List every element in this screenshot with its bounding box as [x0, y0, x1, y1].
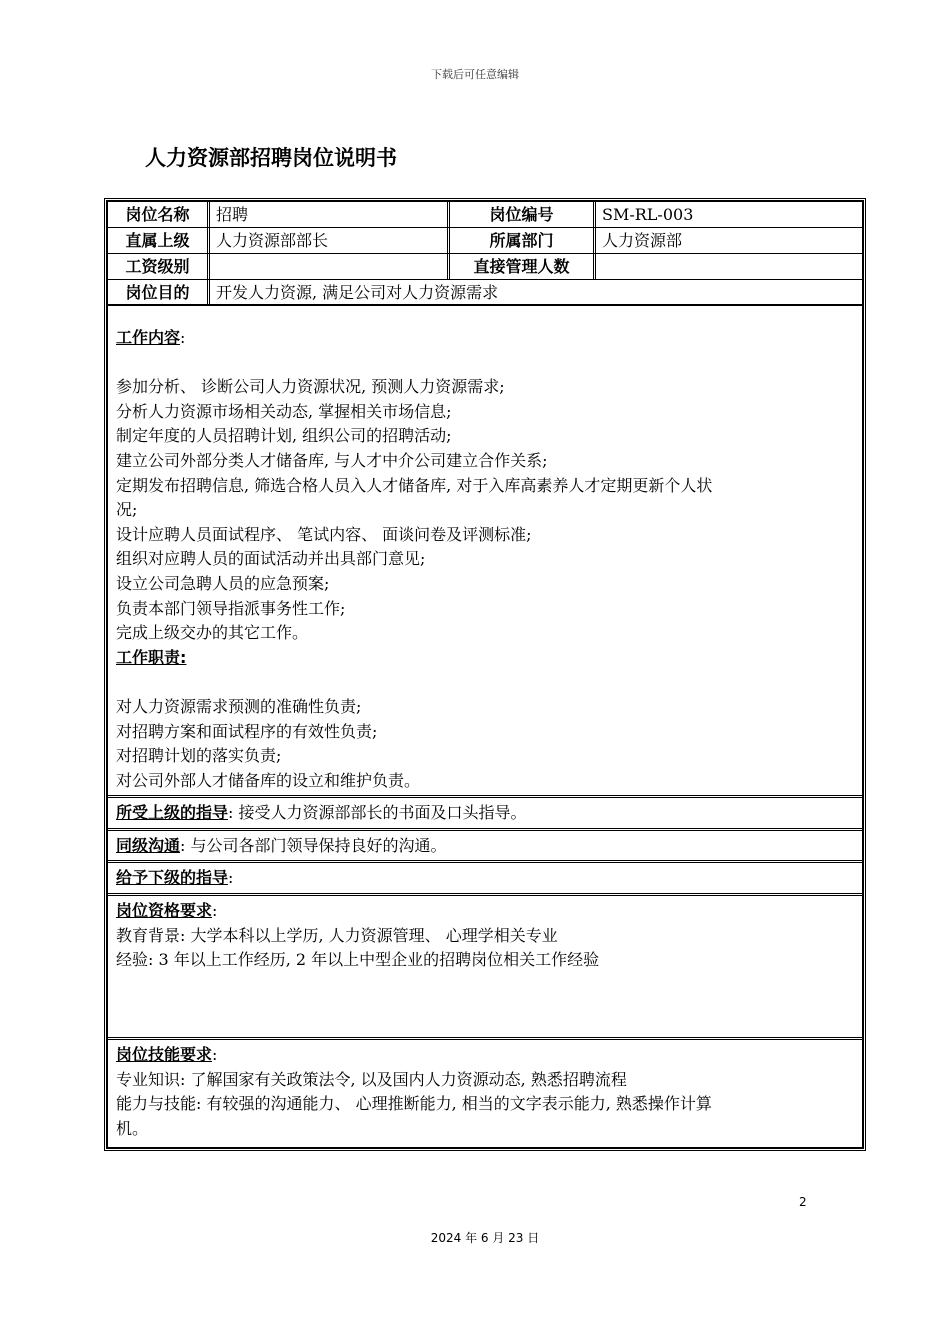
label-position-code: 岗位编号	[450, 202, 596, 227]
qualification-item: 经验: 3 年以上工作经历, 2 年以上中型企业的招聘岗位相关工作经验	[116, 950, 600, 970]
work-content-item: 制定年度的人员招聘计划, 组织公司的招聘活动;	[116, 426, 452, 446]
info-row-2	[108, 228, 862, 254]
work-content-item: 设立公司急聘人员的应急预案;	[116, 573, 330, 593]
duty-item: 对招聘计划的落实负责;	[116, 746, 282, 766]
work-content-section: 工作内容: 参加分析、 诊断公司人力资源状况, 预测人力资源需求; 分析人力资源市场相关动态, 掌握相关市场信息; 制定年度的人员招聘计划, 组织公司的招聘活动; 建立公司外部分类人才储备库, 与人才中介公司建立合作关系; 定期发布招聘信息, 筛选合格人员入人才储备库, 对于入库高素养人才定期更新个人状 况; 设计应聘人员面试程序、 笔试内容、 面谈问卷及评测标准; 组织对应聘人员的面试活动并出具部门意见; 设立公司急聘人员的应急预案; 负责本部门领导指派事务性工作; 完成上级交办的其它工作。 工作职责: 对人力资源需求预测的准确性负责; 对招聘方案和面试程序的有效性负责; 对招聘计划的落实负责; 对公司外部人才储备库的设立和维护负责。	[108, 306, 862, 798]
guidance-from-superior-section	[108, 798, 862, 831]
header-note: 下载后可任意编辑	[431, 68, 519, 81]
qualifications-heading: 岗位资格要求	[116, 901, 213, 921]
value-position-name: 招聘	[210, 202, 450, 227]
qualifications-colon: :	[212, 901, 218, 921]
work-content-item: 组织对应聘人员的面试活动并出具部门意见;	[116, 549, 426, 569]
label-purpose: 岗位目的	[108, 280, 210, 304]
value-department: 人力资源部	[602, 231, 683, 250]
qualification-item: 教育背景: 大学本科以上学历, 人力资源管理、 心理学相关专业	[116, 925, 558, 945]
guidance-from-superior-heading: 所受上级的指导	[116, 803, 229, 823]
value-salary-grade	[210, 254, 450, 279]
value-position-code: SM-RL-003	[602, 205, 694, 224]
work-content-item: 负责本部门领导指派事务性工作;	[116, 598, 346, 618]
skills-colon: :	[212, 1045, 218, 1065]
skill-item: 机。	[116, 1118, 149, 1138]
page-number: 2	[799, 1195, 807, 1209]
guidance-to-subordinate-section	[108, 863, 862, 896]
guidance-to-subordinate-text: :	[228, 868, 234, 888]
label-direct-superior: 直属上级	[108, 228, 210, 253]
qualifications-section	[108, 896, 862, 1040]
work-content-item: 完成上级交办的其它工作。	[116, 623, 309, 643]
work-content-item: 况;	[116, 500, 138, 520]
label-direct-reports: 直接管理人数	[450, 254, 596, 279]
label-position-name: 岗位名称	[108, 202, 210, 227]
skill-item: 专业知识: 了解国家有关政策法令, 以及国内人力资源动态, 熟悉招聘流程	[116, 1069, 627, 1089]
peer-communication-text: : 与公司各部门领导保持良好的沟通。	[180, 835, 447, 855]
skills-heading: 岗位技能要求	[116, 1045, 213, 1065]
info-row-3	[108, 254, 862, 280]
purpose-row	[108, 280, 862, 306]
document-title: 人力资源部招聘岗位说明书	[145, 146, 397, 170]
job-description-table	[106, 200, 864, 1149]
work-content-item: 参加分析、 诊断公司人力资源状况, 预测人力资源需求;	[116, 377, 505, 397]
info-row-1	[108, 202, 862, 228]
skill-item: 能力与技能: 有较强的沟通能力、 心理推断能力, 相当的文字表示能力, 熟悉操作计算	[116, 1094, 712, 1114]
label-salary-grade: 工资级别	[108, 254, 210, 279]
work-content-heading: 工作内容	[116, 328, 181, 347]
duties-heading: 工作职责	[116, 647, 181, 667]
skills-section	[108, 1040, 862, 1147]
work-content-item: 定期发布招聘信息, 筛选合格人员入人才储备库, 对于入库高素养人才定期更新个人状	[116, 475, 713, 495]
guidance-from-superior-text: : 接受人力资源部部长的书面及口头指导。	[228, 803, 527, 823]
guidance-to-subordinate-heading: 给予下级的指导	[116, 868, 229, 888]
value-direct-superior: 人力资源部部长	[210, 228, 450, 253]
work-content-item: 建立公司外部分类人才储备库, 与人才中介公司建立合作关系;	[116, 450, 548, 470]
value-direct-reports	[596, 254, 862, 279]
duty-item: 对招聘方案和面试程序的有效性负责;	[116, 721, 378, 741]
duty-item: 对公司外部人才储备库的设立和维护负责。	[116, 770, 421, 790]
duty-item: 对人力资源需求预测的准确性负责;	[116, 696, 362, 716]
work-content-item: 设计应聘人员面试程序、 笔试内容、 面谈问卷及评测标准;	[116, 524, 532, 544]
value-purpose: 开发人力资源, 满足公司对人力资源需求	[216, 283, 499, 302]
label-department: 所属部门	[450, 228, 596, 253]
peer-communication-heading: 同级沟通	[116, 835, 181, 855]
work-content-item: 分析人力资源市场相关动态, 掌握相关市场信息;	[116, 401, 452, 421]
peer-communication-section	[108, 831, 862, 864]
footer-date: 2024 年 6 月 23 日	[430, 1231, 540, 1245]
